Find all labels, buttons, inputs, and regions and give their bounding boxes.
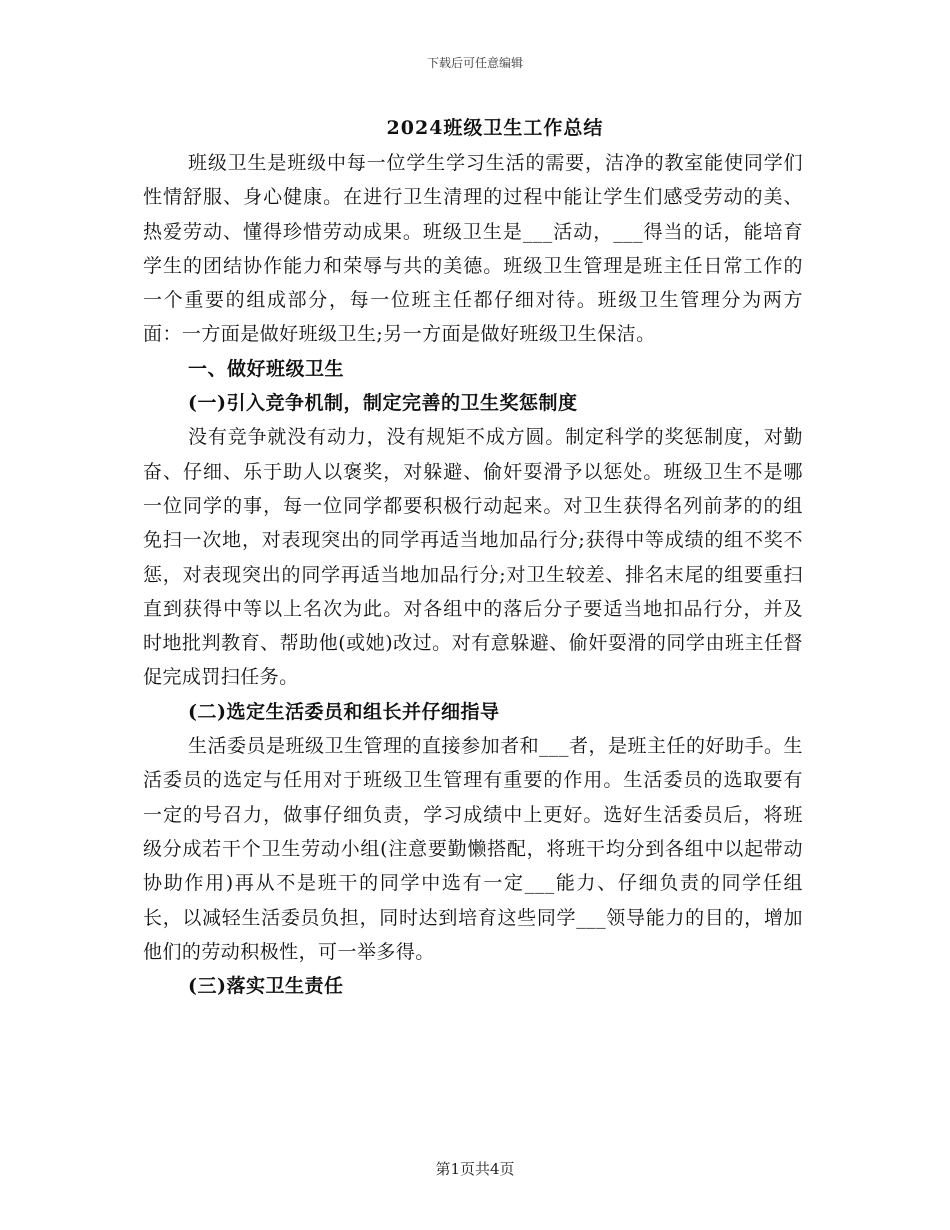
section-heading-1: 一、做好班级卫生	[188, 357, 345, 380]
intro-paragraph: 班级卫生是班级中每一位学生学习生活的需要，洁净的教室能使同学们性情舒服、身心健康。在进行卫生清理的过程中能让学生们感受劳动的美、热爱劳动、懂得珍惜劳动成果。班级卫生是___活动，___得当的话，能培育学生的团结协作能力和荣辱与共的美德。班级卫生管理是班主任日常工作的一个重要的组成部分，每一位班主任都仔细对待。班级卫生管理分为两方面：一方面是做好班级卫生;另一方面是做好班级卫生保洁。	[143, 152, 803, 346]
page-footer: 第1页共4页	[435, 1160, 515, 1178]
subsection-heading-2: (二)选定生活委员和组长并仔细指导	[188, 700, 500, 723]
subsection-heading-3: (三)落实卫生责任	[188, 975, 344, 998]
paragraph-1: 没有竞争就没有动力，没有规矩不成方圆。制定科学的奖惩制度，对勤奋、仔细、乐于助人以褒奖，对躲避、偷奸耍滑予以惩处。班级卫生不是哪一位同学的事，每一位同学都要积极行动起来。对卫生获得名列前茅的的组免扫一次地，对表现突出的同学再适当地加品行分;获得中等成绩的组不奖不惩，对表现突出的同学再适当地加品行分;对卫生较差、排名末尾的组要重扫直到获得中等以上名次为此。对各组中的落后分子要适当地扣品行分，并及时地批判教育、帮助他(或她)改过。对有意躲避、偷奸耍滑的同学由班主任督促完成罚扫任务。	[143, 426, 803, 689]
paragraph-2: 生活委员是班级卫生管理的直接参加者和___者，是班主任的好助手。生活委员的选定与任用对于班级卫生管理有重要的作用。生活委员的选取要有一定的号召力，做事仔细负责，学习成绩中上更好。选好生活委员后，将班级分成若干个卫生劳动小组(注意要勤懒搭配，将班干均分到各组中以起带动协助作用)再从不是班干的同学中选有一定___能力、仔细负责的同学任组长，以减轻生活委员负担，同时达到培育这些同学___领导能力的目的，增加他们的劳动积极性，可一举多得。	[143, 735, 803, 963]
document-body	[143, 146, 803, 1003]
document-title: 2024班级卫生工作总结	[386, 117, 604, 139]
subsection-heading-1: (一)引入竞争机制，制定完善的卫生奖惩制度	[188, 392, 578, 415]
page-header: 下载后可任意编辑	[426, 56, 523, 70]
